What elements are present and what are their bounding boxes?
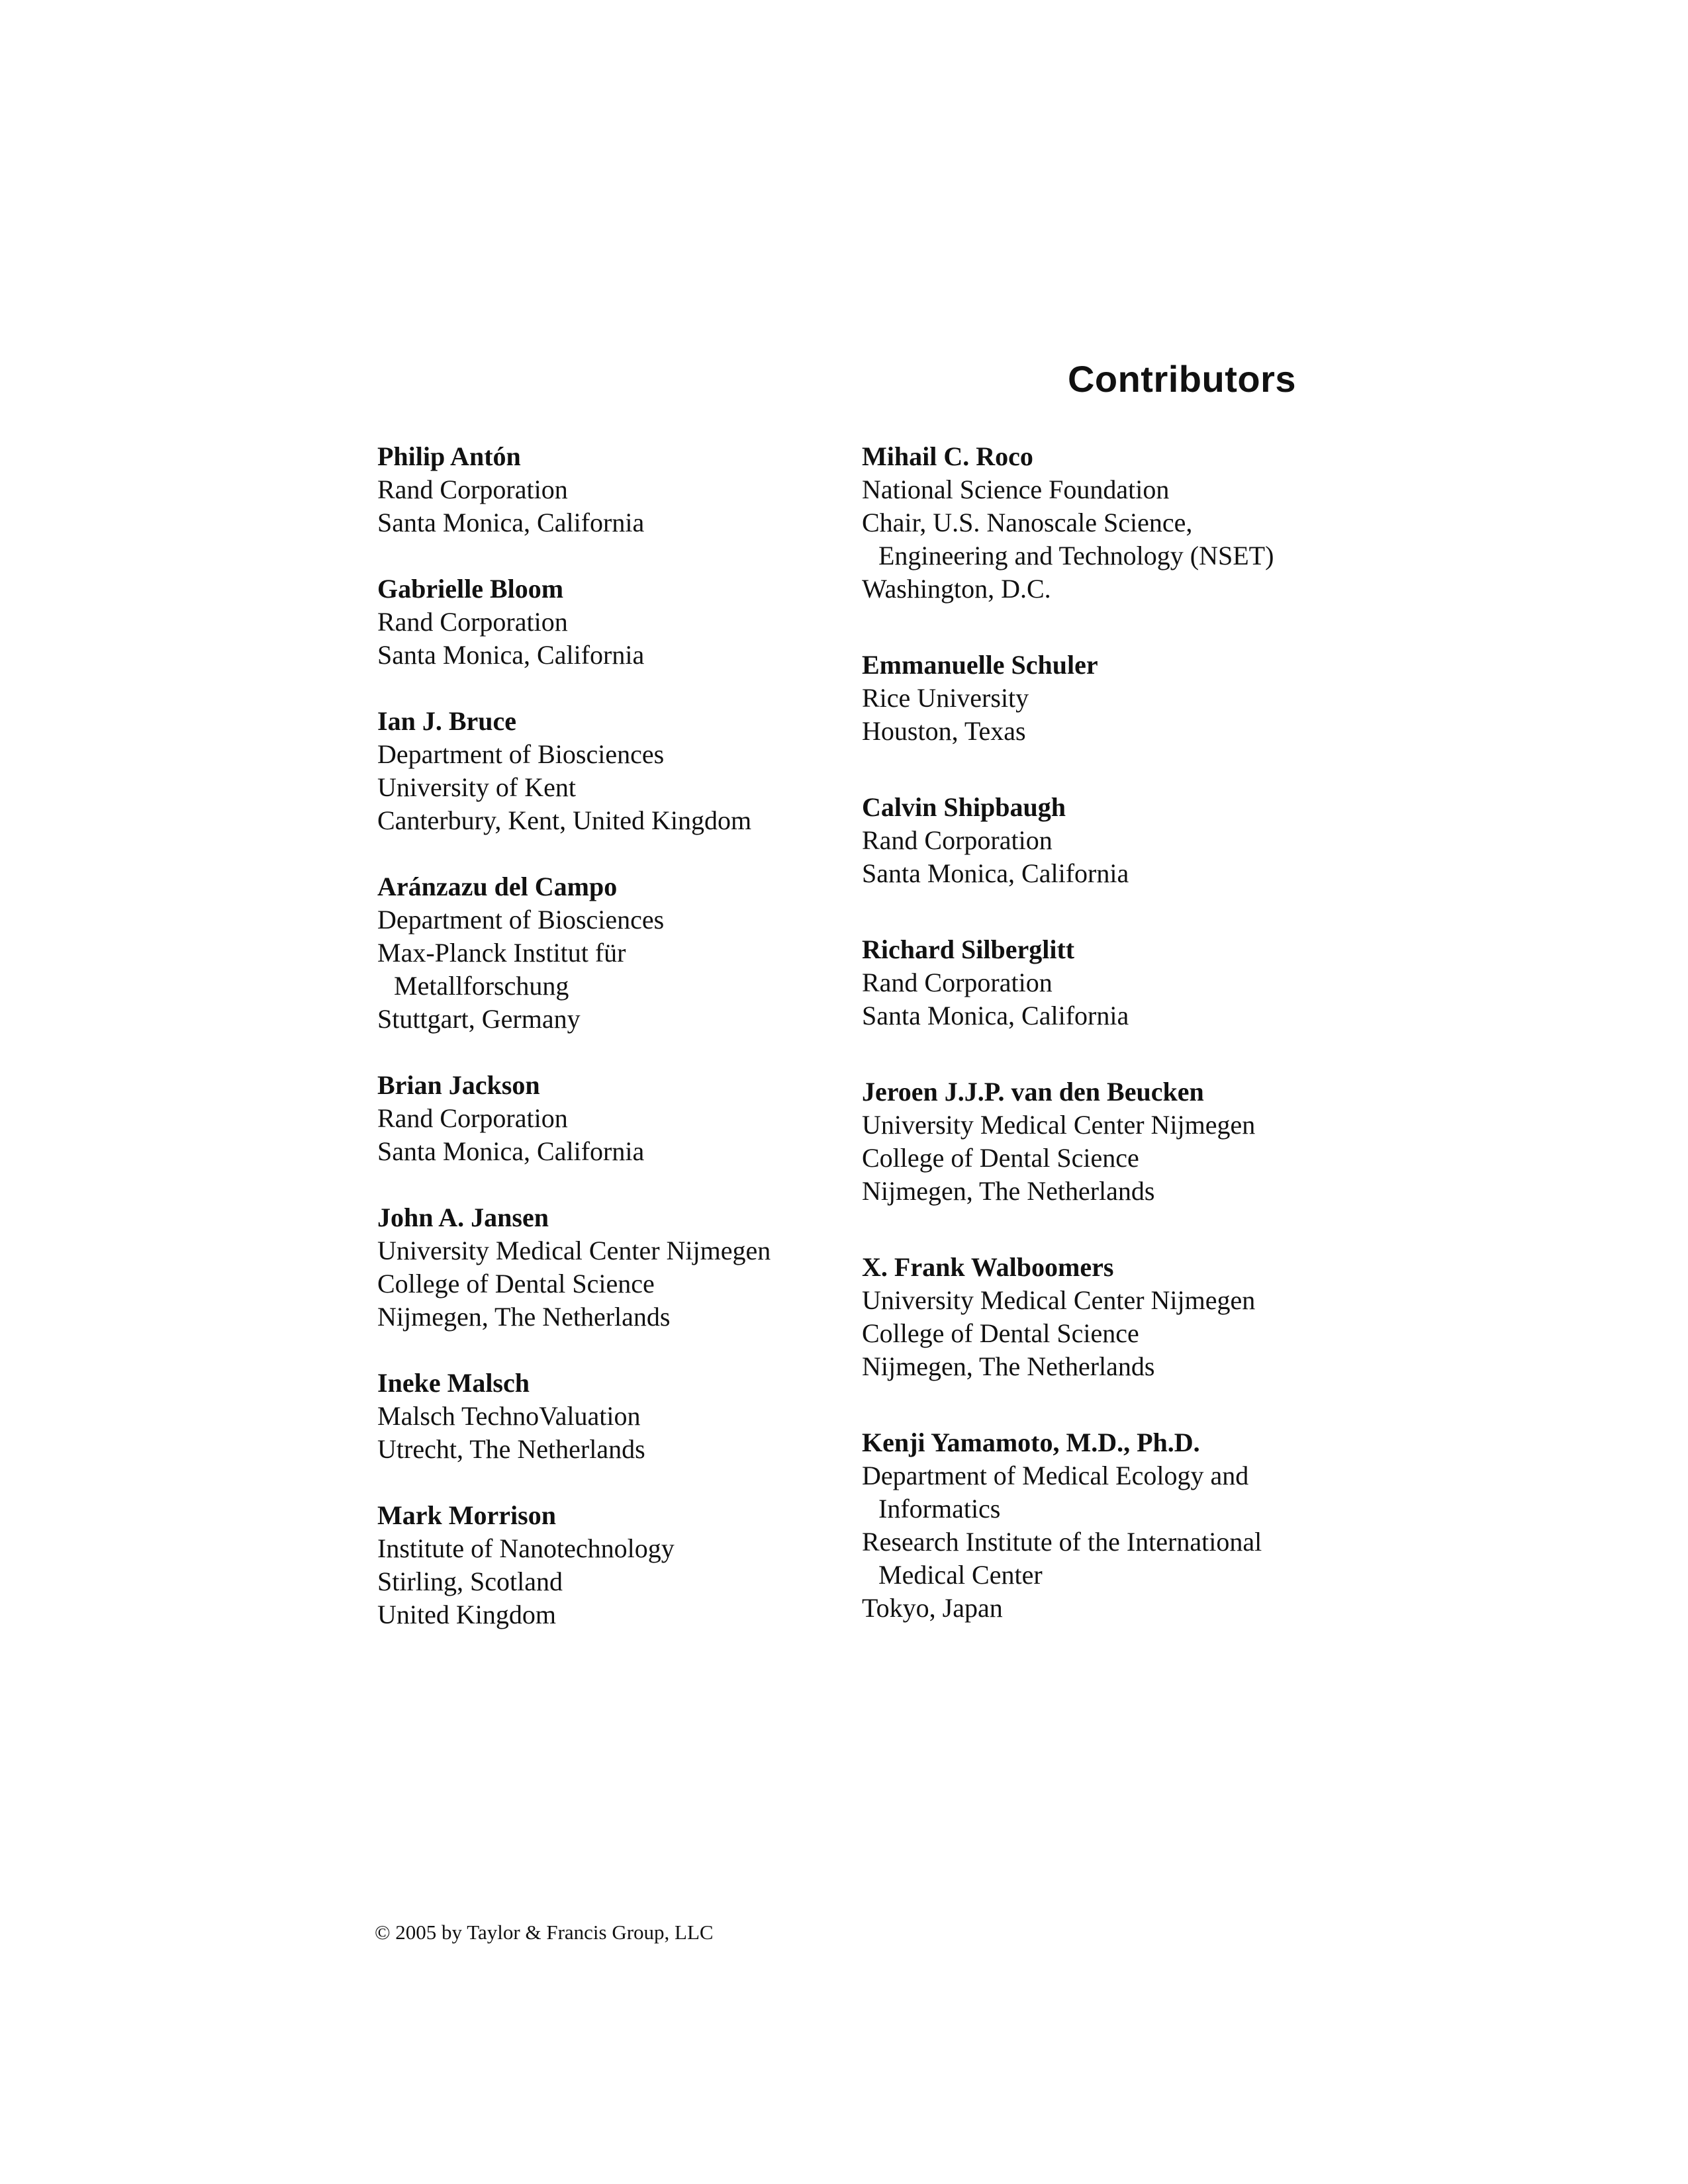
affiliation-line: Medical Center	[878, 1560, 1043, 1590]
page-title: Contributors	[1067, 358, 1296, 400]
contributors-left-column	[377, 440, 841, 1631]
affiliation-line: Research Institute of the International	[862, 1527, 1262, 1557]
affiliation-line: Nijmegen, The Netherlands	[862, 1176, 1155, 1206]
copyright-notice: © 2005 by Taylor & Francis Group, LLC	[375, 1921, 714, 1944]
contributor-entry	[862, 649, 1325, 748]
contributor-entry	[377, 1069, 841, 1168]
affiliation-line: University Medical Center Nijmegen	[862, 1285, 1256, 1315]
affiliation-line: University Medical Center Nijmegen	[377, 1236, 771, 1265]
affiliation-line: Rand Corporation	[862, 825, 1053, 855]
contributor-name: Aránzazu del Campo	[377, 872, 618, 901]
contributor-entry	[377, 870, 841, 1036]
affiliation-line: University Medical Center Nijmegen	[862, 1110, 1256, 1140]
affiliation-line: Rand Corporation	[377, 1103, 568, 1133]
affiliation-line: Department of Biosciences	[377, 905, 665, 934]
affiliation-line: Canterbury, Kent, United Kingdom	[377, 805, 752, 835]
contributor-entry	[862, 1426, 1325, 1625]
affiliation-line: Washington, D.C.	[862, 574, 1051, 604]
affiliation-line: Rand Corporation	[377, 475, 568, 504]
contributor-name: Calvin Shipbaugh	[862, 792, 1066, 822]
affiliation-line: Rand Corporation	[862, 968, 1053, 997]
contributor-entry	[862, 1251, 1325, 1383]
contributor-entry	[862, 1075, 1325, 1208]
affiliation-line: Metallforschung	[394, 971, 569, 1001]
affiliation-line: Max-Planck Institut für	[377, 938, 626, 968]
affiliation-line: Houston, Texas	[862, 716, 1026, 746]
affiliation-line: Institute of Nanotechnology	[377, 1533, 675, 1563]
contributor-name: Brian Jackson	[377, 1070, 540, 1100]
contributor-entry	[862, 440, 1325, 606]
contributor-name: Gabrielle Bloom	[377, 574, 564, 604]
contributor-name: Richard Silberglitt	[862, 934, 1075, 964]
affiliation-line: College of Dental Science	[862, 1318, 1139, 1348]
affiliation-line: Stuttgart, Germany	[377, 1004, 581, 1034]
contributor-entry	[862, 933, 1325, 1032]
affiliation-line: College of Dental Science	[862, 1143, 1139, 1173]
affiliation-line: Rice University	[862, 683, 1029, 713]
contributor-name: Mihail C. Roco	[862, 441, 1033, 471]
affiliation-line: Chair, U.S. Nanoscale Science,	[862, 508, 1193, 537]
affiliation-line: National Science Foundation	[862, 475, 1170, 504]
affiliation-line: Engineering and Technology (NSET)	[878, 541, 1274, 570]
affiliation-line: Nijmegen, The Netherlands	[862, 1351, 1155, 1381]
contributors-right-column	[862, 440, 1325, 1625]
affiliation-line: Stirling, Scotland	[377, 1567, 563, 1596]
affiliation-line: Informatics	[878, 1494, 1001, 1524]
contributor-entry	[377, 705, 841, 837]
contributor-name: X. Frank Walboomers	[862, 1252, 1114, 1282]
affiliation-line: Tokyo, Japan	[862, 1593, 1003, 1623]
affiliation-line: United Kingdom	[377, 1600, 556, 1629]
contributor-name: Ineke Malsch	[377, 1368, 530, 1398]
contributor-entry	[377, 1367, 841, 1466]
contributor-name: Kenji Yamamoto, M.D., Ph.D.	[862, 1428, 1200, 1457]
contributor-entry	[377, 1201, 841, 1334]
contributor-entry	[377, 572, 841, 672]
contributor-name: Ian J. Bruce	[377, 706, 516, 736]
affiliation-line: Santa Monica, California	[377, 1136, 645, 1166]
affiliation-line: Department of Biosciences	[377, 739, 665, 769]
affiliation-line: Santa Monica, California	[377, 508, 645, 537]
contributor-entry	[377, 1499, 841, 1631]
affiliation-line: Department of Medical Ecology and	[862, 1461, 1249, 1490]
contributor-name: Emmanuelle Schuler	[862, 650, 1098, 680]
affiliation-line: Nijmegen, The Netherlands	[377, 1302, 671, 1332]
affiliation-line: Santa Monica, California	[377, 640, 645, 670]
affiliation-line: Rand Corporation	[377, 607, 568, 637]
contributor-name: Mark Morrison	[377, 1500, 556, 1530]
contributor-name: Philip Antón	[377, 441, 521, 471]
contributor-name: Jeroen J.J.P. van den Beucken	[862, 1077, 1204, 1107]
affiliation-line: Santa Monica, California	[862, 858, 1129, 888]
affiliation-line: University of Kent	[377, 772, 576, 802]
contributor-entry	[862, 791, 1325, 890]
affiliation-line: Utrecht, The Netherlands	[377, 1434, 645, 1464]
affiliation-line: Malsch TechnoValuation	[377, 1401, 641, 1431]
affiliation-line: College of Dental Science	[377, 1269, 655, 1298]
contributor-entry	[377, 440, 841, 539]
contributor-name: John A. Jansen	[377, 1203, 549, 1232]
affiliation-line: Santa Monica, California	[862, 1001, 1129, 1030]
